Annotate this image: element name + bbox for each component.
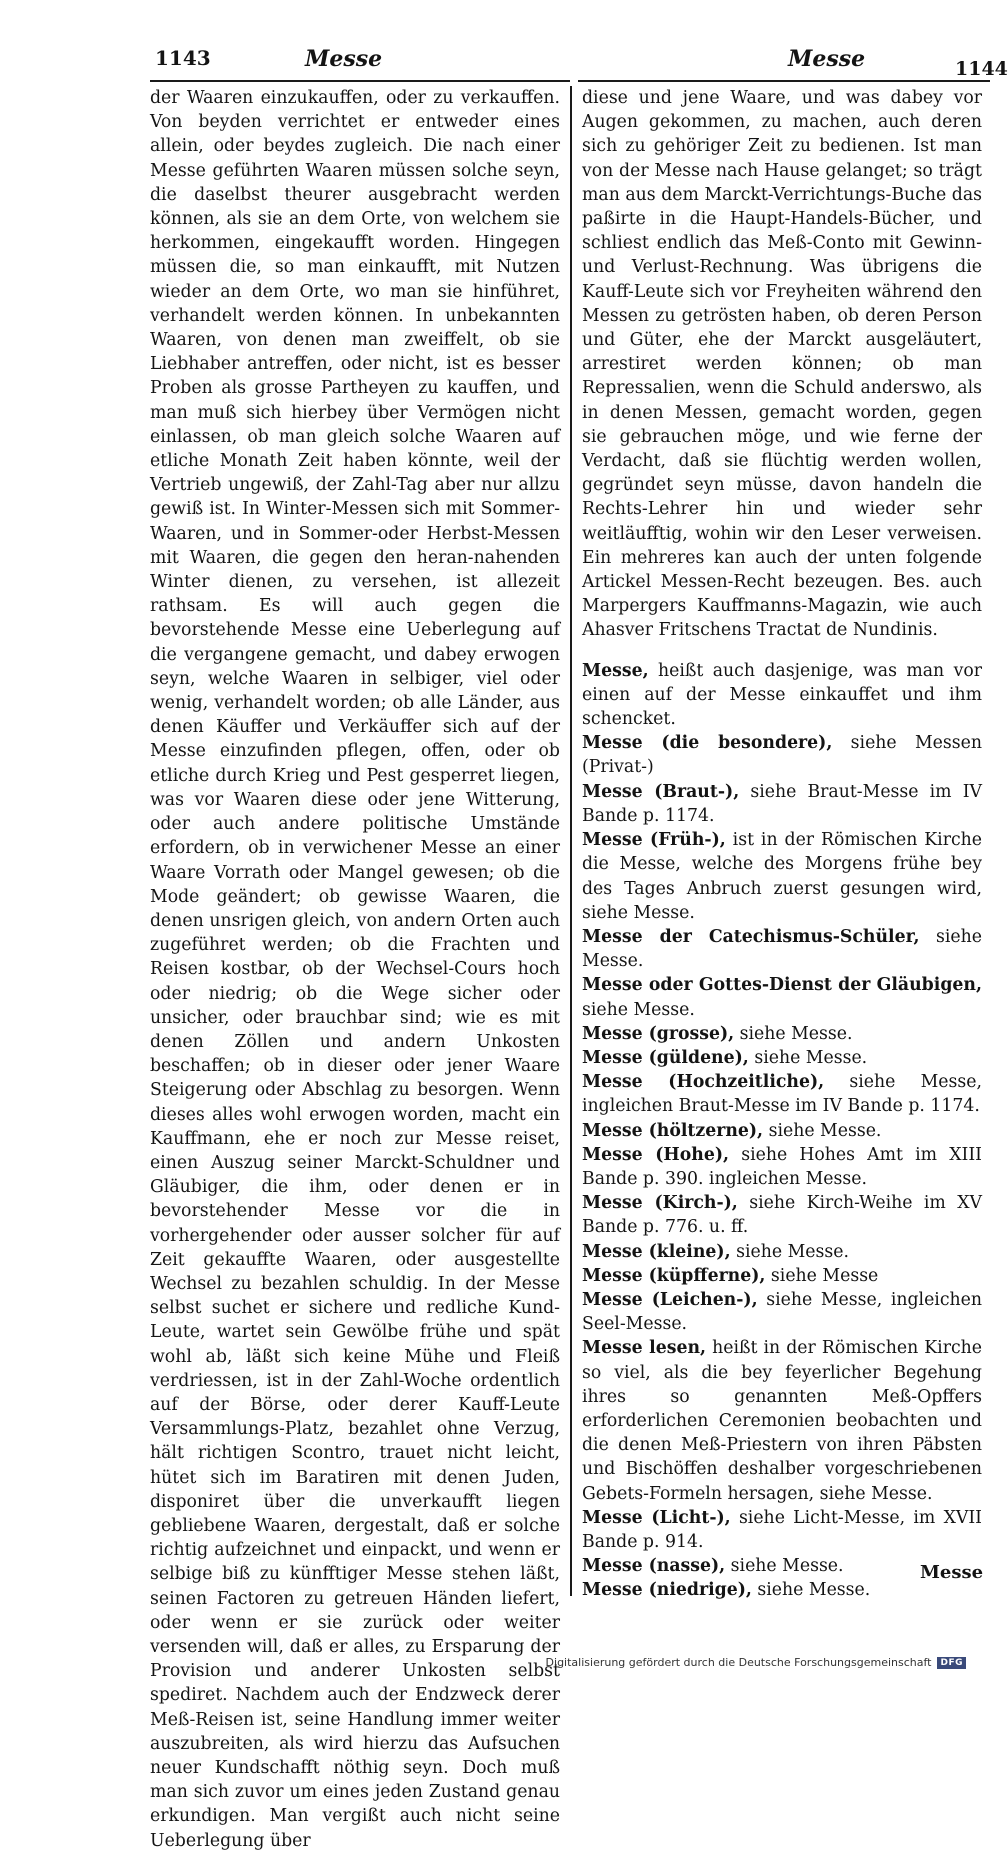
entry-text: siehe Messe. — [582, 926, 982, 972]
entry-text: heißt in der Römischen Kirche so viel, als die bey feyerlicher Begehung ihres so genannten Meß-Opffers erforderlichen Ceremonien beobachten und die denen Meß-Priestern von ihren Päbsten und Bischöffen deshalber vorgeschriebenen Gebets-Formeln hersagen, siehe Messe. — [582, 1338, 982, 1504]
entry-text: siehe Messe. — [730, 1241, 849, 1262]
entry-text: siehe Messe. — [748, 1047, 868, 1068]
page-number-left: 1143 — [155, 46, 211, 70]
entry-lemma: Messe, — [582, 660, 649, 681]
entry-text: siehe Messe. — [751, 1580, 871, 1601]
entry-lemma: Messe lesen, — [582, 1338, 707, 1359]
right-column — [582, 86, 982, 1603]
dictionary-entry — [582, 1022, 982, 1046]
entry-lemma: Messe (kleine), — [582, 1241, 731, 1262]
dictionary-entry — [582, 1506, 982, 1554]
dictionary-entry — [582, 1191, 982, 1239]
entry-lemma: Messe (Hohe), — [582, 1144, 730, 1165]
entry-text: siehe Braut-Messe im IV Bande p. 1174. — [582, 781, 982, 826]
dfg-logo: DFG — [937, 1657, 966, 1669]
page-number-right: 1144 — [955, 58, 1008, 80]
entry-lemma: Messe (niedrige), — [582, 1580, 752, 1601]
entry-lemma: Messe (küpfferne), — [582, 1265, 766, 1286]
running-title-right: Messe — [788, 46, 866, 72]
entry-lemma: Messe (höltzerne), — [582, 1120, 764, 1141]
header-rule-right — [578, 80, 990, 82]
left-column — [150, 86, 560, 1853]
entry-lemma: Messe (Hochzeitliche), — [582, 1072, 825, 1093]
dictionary-entry — [582, 1264, 982, 1288]
dictionary-entry — [582, 925, 982, 973]
right-column-intro: diese und jene Waare, und was dabey vor Augen gekommen, zu machen, auch deren sich zu gehöriger Zeit zu bedienen. Ist man von der Messe nach Hause gelanget; so trägt man aus dem Marckt-Verrichtungs-Buche das paßirte in die Haupt-Handels-Bücher, und schliest endlich das Meß-Conto mit Gewinn-und Verlust-Rechnung. Was übrigens die Kauff-Leute sich vor Freyheiten während den Messen zu getrösten haben, ob deren Person und Güter, ehe der Marckt ausgeläutert, arrestiret werden können; ob man Repressalien, wenn die Schuld anderswo, als in denen Messen, gemacht worden, gegen sie gebrauchen möge, und wie ferne der Verdacht, daß sie flüchtig werden wollen, gegründet seyn müsse, davon handeln die Rechts-Lehrer hin und wieder sehr weitläufftig, wohin wir den Leser verweisen. Ein mehreres kan auch der unten folgende Artickel Messen-Recht bezeugen. Bes. auch Marpergers Kauffmanns-Magazin, wie auch Ahasver Fritschens Tractat de Nundinis. — [582, 88, 982, 641]
dictionary-entry — [582, 1288, 982, 1336]
entry-lemma: Messe (grosse), — [582, 1023, 735, 1044]
entry-list — [582, 659, 982, 1603]
entry-lemma: Messe (Licht-), — [582, 1507, 731, 1528]
dictionary-entry — [582, 973, 982, 1021]
entry-text: siehe Messe. — [763, 1120, 882, 1141]
dictionary-entry — [582, 731, 982, 779]
entry-text: siehe Messe — [765, 1265, 879, 1286]
entry-lemma: Messe oder Gottes-Dienst der Gläubigen, — [582, 975, 982, 996]
entry-text: siehe Kirch-Weihe im XV Bande p. 776. u. ff. — [582, 1193, 982, 1238]
entry-lemma: Messe (Leichen-), — [582, 1289, 758, 1310]
dictionary-entry — [582, 1119, 982, 1143]
entry-text: siehe Messe, ingleichen Braut-Messe im IV Bande p. 1174. — [582, 1072, 982, 1117]
entry-text: siehe Messen (Privat-) — [582, 733, 982, 778]
running-title-left: Messe — [305, 46, 383, 72]
dictionary-entry — [582, 1143, 982, 1191]
entry-text: siehe Messe, ingleichen Seel-Messe. — [582, 1289, 982, 1335]
dictionary-entry — [582, 780, 982, 828]
entry-lemma: Messe (Früh-), — [582, 830, 726, 851]
entry-text: siehe Messe. — [734, 1023, 853, 1044]
entry-lemma: Messe (güldene), — [582, 1047, 749, 1068]
dictionary-entry — [582, 1336, 982, 1505]
dictionary-entry — [582, 828, 982, 925]
entry-lemma: Messe der Catechismus-Schüler, — [582, 926, 920, 947]
dictionary-entry — [582, 659, 982, 732]
dictionary-entry — [582, 1240, 982, 1264]
entry-text: siehe Hohes Amt im XIII Bande p. 390. ingleichen Messe. — [582, 1144, 982, 1189]
footer — [546, 1656, 966, 1669]
entry-text: siehe Messe. — [725, 1556, 844, 1577]
dictionary-entry — [582, 1046, 982, 1070]
entry-lemma: Messe (Braut-), — [582, 781, 740, 802]
entry-text: ist in der Römischen Kirche die Messe, welche des Morgens frühe bey des Tages Anbruch zuerst gesungen wird, siehe Messe. — [582, 830, 982, 923]
left-column-text: der Waaren einzukauffen, oder zu verkauffen. Von beyden verrichtet er entweder eines allein, oder beydes zugleich. Die nach einer Messe geführten Waaren müssen solche seyn, die daselbst theurer ausgebracht werden können, als sie an dem Orte, von welchem sie herkommen, eingekaufft worden. Hingegen müssen die, so man einkaufft, mit Nutzen wieder an dem Orte, wo man sie hinführet, verhandelt werden können. In unbekannten Waaren, von denen man zweiffelt, ob sie Liebhaber antreffen, oder nicht, ist es besser Proben als grosse Partheyen zu kauffen, und man muß sich hierbey über Vermögen nicht einlassen, ob man gleich solche Waaren auf etliche Monath Zeit haben könnte, weil der Vertrieb ungewiß, der Zahl-Tag aber nur allzu gewiß ist. In Winter-Messen sich mit Sommer-Waaren, und in Sommer-oder Herbst-Messen mit Waaren, die gegen den heran-nahenden Winter dienen, zu versehen, ist allezeit rathsam. Es will auch gegen die bevorstehende Messe eine Ueberlegung auf die vergangene gemacht, und dabey erwogen seyn, welche Waaren in selbiger, viel oder wenig, verhandelt worden; ob alle Länder, aus denen Käuffer und Verkäuffer sich auf der Messe einzufinden pflegen, offen, oder ob etliche durch Krieg und Pest gesperret liegen, was vor Waaren diese oder jene Witterung, oder auch andere politische Umstände erfordern, ob in verwichener Messe an einer Waare Vorrath oder Mangel gewesen; ob die Mode geändert; ob gewisse Waaren, die denen unsrigen gleich, von andern Orten auch zugeführet werden; ob die Frachten und Reisen kostbar, ob der Wechsel-Cours hoch oder niedrig; ob die Wege sicher oder unsicher, oder brauchbar sind; wie es mit denen Zöllen und andern Unkosten beschaffen; ob in dieser oder jener Waare Steigerung oder Abschlag zu besorgen. Wenn dieses alles wohl erwogen worden, macht ein Kauffmann, ehe er noch zur Messe reiset, einen Auszug seiner Marckt-Schuldner und Gläubiger, die ihm, oder denen er in bevorstehender Messe vor die in vorhergehender oder ausser solcher für auf Zeit gekauffte Waaren, oder ausgestellte Wechsel zu bezahlen schuldig. In der Messe selbst suchet er sichere und redliche Kund-Leute, wartet sein Gewölbe frühe und spät wohl ab, läßt sich keine Mühe und Fleiß verdriessen, ist in der Zahl-Woche ordentlich auf der Börse, oder derer Kauff-Leute Versammlungs-Platz, bezahlet ohne Verzug, hält richtigen Scontro, trauet nicht leicht, hütet sich im Baratiren mit denen Juden, disponiret über die unverkaufft liegen gebliebene Waaren, dergestalt, daß er solche richtig aufzeichnet und einpackt, und wenn er selbige biß zu künfftiger Messe stehen läßt, seinen Factoren zu getreuen Händen liefert, oder wenn er sie zurück oder weiter versenden will, daß er alles, zu Ersparung der Provision und anderer Unkosten selbst spediret. Nachdem auch der Endzweck derer Meß-Reisen ist, seine Handlung immer weiter auszubreiten, als wird hierzu das Aufsuchen neuer Kundschafft nöthig seyn. Doch muß man sich zuvor um eines jeden Zustand genau erkundigen. Man vergißt auch nicht seine Ueberlegung über — [150, 88, 560, 1851]
catchword: Messe — [920, 1562, 984, 1583]
entry-lemma: Messe (nasse), — [582, 1556, 726, 1577]
footer-text: Digitalisierung gefördert durch die Deutsche Forschungsgemeinschaft — [545, 1656, 932, 1669]
entry-text: siehe Messe. — [582, 999, 695, 1020]
column-divider — [570, 86, 572, 1596]
entry-lemma: Messe (die besondere), — [582, 733, 833, 754]
entry-text: siehe Licht-Messe, im XVII Bande p. 914. — [582, 1507, 983, 1552]
dictionary-entry — [582, 1070, 982, 1118]
entry-lemma: Messe (Kirch-), — [582, 1193, 738, 1214]
header-rule-left — [150, 80, 570, 82]
entry-text: heißt auch dasjenige, was man vor einen auf der Messe einkauffet und ihm schencket. — [582, 660, 982, 730]
